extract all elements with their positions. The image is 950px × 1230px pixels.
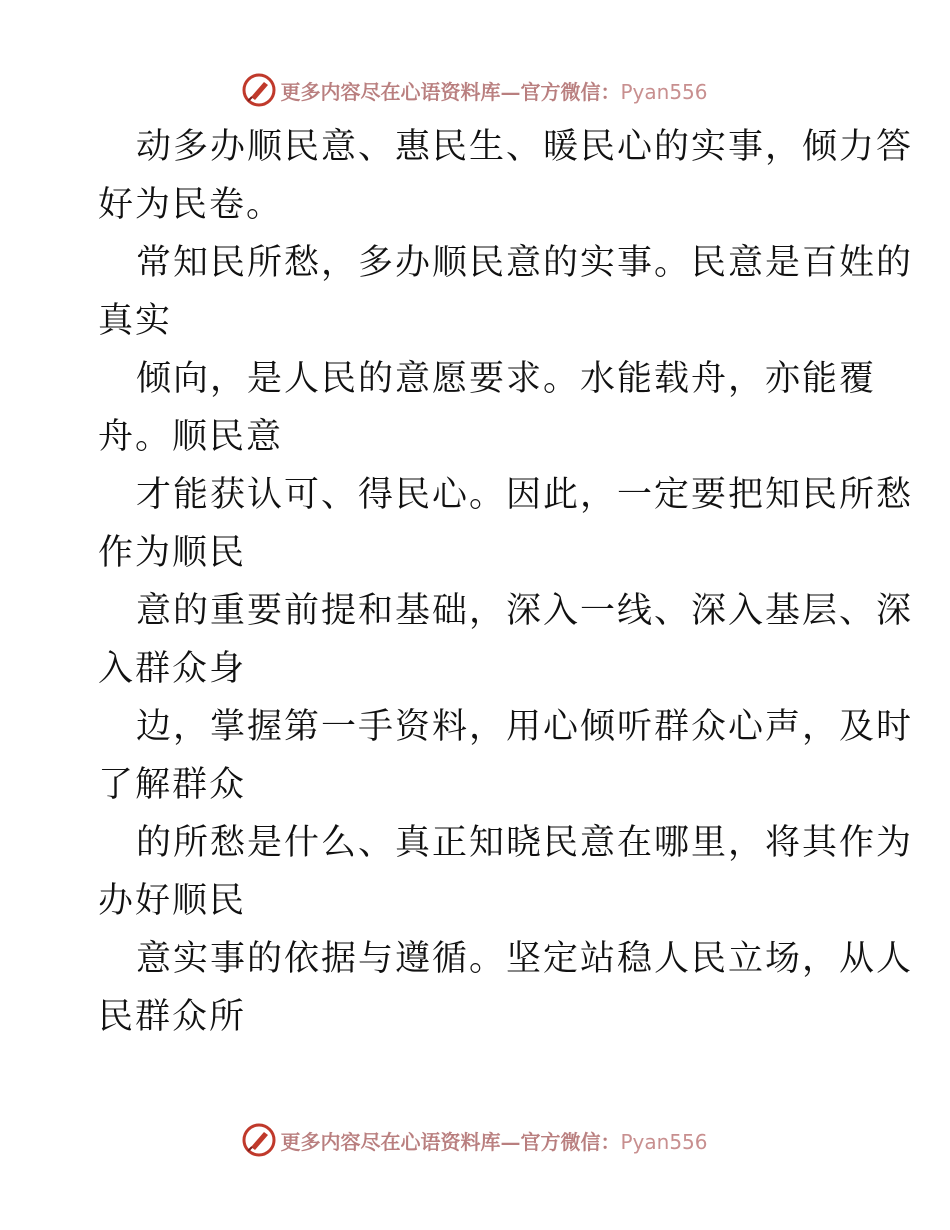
header-banner-dash: — [500, 79, 521, 104]
header-banner-main: 更多内容尽在心语资料库 [280, 79, 501, 104]
pen-logo-icon [242, 1123, 276, 1157]
body-line: 的所愁是什么、真正知晓民意在哪里，将其作为 [136, 823, 914, 863]
header-banner-wechat: 官方微信： [520, 79, 621, 104]
body-line: 入群众身 [98, 649, 247, 689]
footer-banner-id: Pyan556 [620, 1129, 708, 1154]
body-line: 好为民卷。 [98, 185, 284, 225]
body-line: 了解群众 [98, 765, 247, 805]
body-line: 作为顺民 [98, 533, 247, 573]
header-banner-text [280, 76, 707, 105]
document-body [98, 118, 914, 1046]
body-line: 边，掌握第一手资料，用心倾听群众心声，及时 [136, 707, 914, 747]
body-line: 民群众所 [98, 997, 247, 1037]
header-banner [0, 70, 950, 110]
footer-banner-wechat: 官方微信： [520, 1129, 621, 1154]
body-line: 意实事的依据与遵循。坚定站稳人民立场，从人 [136, 939, 914, 979]
body-line: 倾向，是人民的意愿要求。水能载舟，亦能覆 [136, 359, 877, 399]
body-line: 真实 [98, 301, 173, 341]
body-line: 才能获认可、得民心。因此，一定要把知民所愁 [136, 475, 914, 515]
footer-banner-dash: — [500, 1129, 521, 1154]
pen-logo-icon [242, 73, 276, 107]
footer-banner-text [280, 1126, 707, 1155]
header-banner-id: Pyan556 [620, 79, 708, 104]
body-line: 常知民所愁，多办顺民意的实事。民意是百姓的 [136, 243, 914, 283]
body-line: 意的重要前提和基础，深入一线、深入基层、深 [136, 591, 914, 631]
body-line: 动多办顺民意、惠民生、暖民心的实事，倾力答 [136, 127, 914, 167]
footer-banner [0, 1120, 950, 1160]
footer-banner-main: 更多内容尽在心语资料库 [280, 1129, 501, 1154]
body-line: 舟。顺民意 [98, 417, 284, 457]
body-line: 办好顺民 [98, 881, 247, 921]
